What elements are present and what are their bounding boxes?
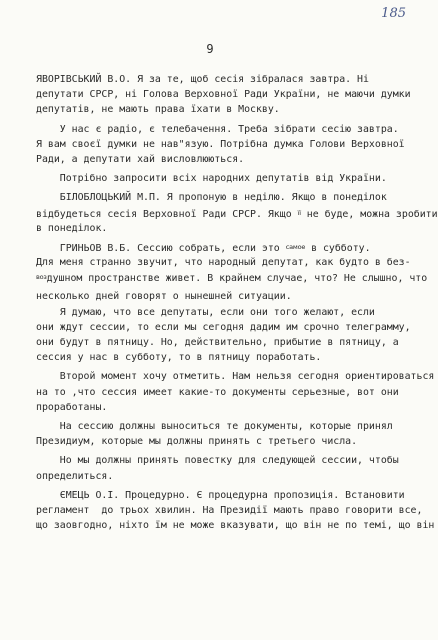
line-text: Потрібно запросити всіх народних депутатів від України.	[36, 173, 387, 185]
line-text: они будут в пятницу. Но, действительно, прибытие в пятницу, а	[36, 337, 399, 348]
text-line	[36, 305, 408, 320]
line-text: ЄМЕЦЬ О.І. Процедурно. Є процедурна пропозиція. Встановити	[36, 489, 405, 501]
line-text: не буде, можна зробити	[300, 208, 438, 220]
line-text: відбудеться сесія Верховної Ради СРСР. Якщо	[36, 208, 298, 220]
line-text: ЯВОРІВСЬКИЙ В.О. Я за те, щоб сесія зібралася завтра. Ні	[36, 74, 369, 85]
text-line	[36, 320, 411, 335]
text-line	[36, 87, 411, 102]
handwritten-insertion: воз	[36, 273, 47, 282]
text-line	[36, 488, 408, 503]
text-line	[36, 221, 408, 236]
line-text: Для меня странно звучит, что народный депутат, как будто в без-	[36, 257, 411, 269]
line-text: Я думаю, что все депутаты, если они того желают, если	[36, 306, 375, 318]
line-text: Но мы должны принять повестку для следующей сессии, чтобы	[36, 455, 399, 467]
text-line	[36, 350, 408, 365]
line-text: У нас є радіо, є телебачення. Треба зібрати сесію завтра.	[36, 123, 399, 135]
text-line	[36, 503, 423, 518]
line-text: БІЛОБЛОЦЬКИЙ М.П. Я пропоную в неділю. Якщо в понеділок	[36, 192, 387, 204]
line-text: депутатів, не мають права їхати в Москву.	[36, 104, 280, 116]
line-text: они ждут сессии, то если мы сегодня дадим им срочно телеграмму,	[36, 321, 411, 333]
line-text: Я вам своєї думки не нав"язую. Потрібна думка Голови Верховної	[36, 138, 405, 150]
line-text: ГРИНЬОВ В.Б. Сессию собрать, если это	[36, 242, 286, 254]
archive-page-number: 185	[381, 6, 406, 21]
text-line	[36, 385, 408, 400]
line-text: в субботу.	[305, 242, 371, 254]
text-line	[36, 400, 408, 415]
text-line	[36, 255, 411, 270]
line-text: депутати СРСР, ні Голова Верховної Ради України, не маючи думки	[36, 89, 411, 101]
page-number: 9	[206, 42, 214, 56]
text-line	[36, 102, 408, 117]
line-text: що заовгодно, ніхто їм не може вказувати, що він не по темі, що він	[36, 520, 435, 532]
line-text: регламент до трьох хвилин. На Президії мають право говорити все,	[36, 504, 423, 516]
text-line	[36, 518, 435, 533]
text-line	[36, 171, 408, 186]
text-line	[36, 453, 408, 468]
text-line	[36, 72, 408, 87]
handwritten-insertion: самое	[285, 242, 306, 251]
text-line	[36, 206, 438, 221]
text-line	[36, 289, 408, 304]
text-line	[36, 335, 408, 350]
transcript-body	[36, 72, 438, 533]
line-text: Президиум, которые мы должны принять с третьего числа.	[36, 436, 358, 448]
line-text: проработаны.	[36, 401, 108, 413]
line-text: Ради, а депутати хай висловлюються.	[36, 153, 245, 165]
text-line	[36, 137, 408, 152]
text-line	[36, 240, 408, 255]
text-line	[36, 369, 435, 384]
line-text: душном пространстве живет. В крайнем случае, что? Не слышно, что	[46, 273, 428, 285]
text-line	[36, 190, 408, 205]
line-text: в понеділок.	[36, 222, 108, 234]
text-line	[36, 270, 428, 285]
text-line	[36, 419, 408, 434]
handwritten-insertion: її	[297, 208, 301, 217]
line-text: сессия у нас в субботу, то в пятницу поработать.	[36, 352, 322, 364]
line-text: На сессию должны выноситься те документы, которые принял	[36, 420, 393, 432]
line-text: определиться.	[36, 470, 114, 482]
text-line	[36, 122, 408, 137]
text-line	[36, 434, 408, 449]
line-text: Второй момент хочу отметить. Нам нельзя сегодня ориентироваться	[36, 371, 435, 383]
text-line	[36, 152, 408, 167]
text-line	[36, 469, 408, 484]
line-text: на то ,что сессия имеет какие-то документы серьезные, вот они	[36, 386, 399, 398]
line-text: несколько дней говорят о нынешней ситуации.	[36, 291, 292, 303]
